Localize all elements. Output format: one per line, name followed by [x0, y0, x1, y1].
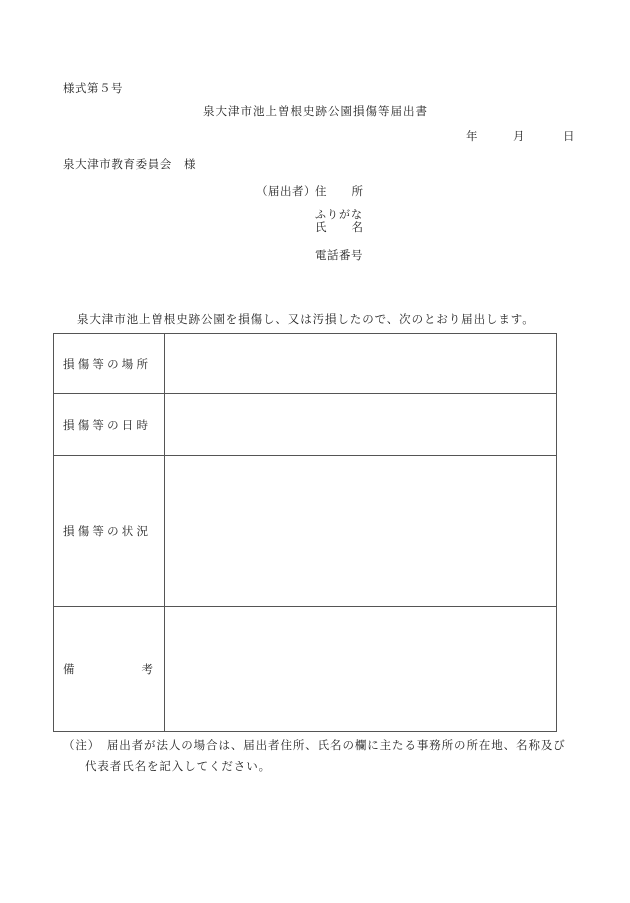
- date-month-label: 月: [513, 129, 525, 143]
- addressee: 泉大津市教育委員会 様: [63, 157, 197, 171]
- form-number: 様式第５号: [63, 81, 123, 95]
- table-row-condition: [54, 456, 557, 607]
- note-line-2: 代表者氏名を記入してください。: [85, 759, 271, 773]
- damage-datetime-label: 損傷等の日時: [54, 394, 165, 456]
- remarks-field[interactable]: [165, 607, 557, 732]
- address-label-char2: 所: [351, 184, 363, 198]
- table-row-location: [54, 334, 557, 394]
- name-label-char1: 氏: [315, 220, 327, 234]
- address-label: [315, 186, 363, 200]
- damage-location-label: 損傷等の場所: [54, 334, 165, 394]
- remarks-label-char2: 考: [141, 662, 153, 676]
- document-title: 泉大津市池上曽根史跡公園損傷等届出書: [203, 104, 428, 118]
- note-line-1: （注） 届出者が法人の場合は、届出者住所、氏名の欄に主たる事務所の所在地、名称及び: [63, 738, 566, 752]
- damage-condition-label: 損傷等の状況: [54, 456, 165, 607]
- intro-text: 泉大津市池上曽根史跡公園を損傷し、又は汚損したので、次のとおり届出します。: [77, 312, 535, 326]
- damage-datetime-field[interactable]: [165, 394, 557, 456]
- damage-condition-field[interactable]: [165, 456, 557, 607]
- phone-label: 電話番号: [315, 248, 363, 262]
- applicant-tag: （届出者）: [256, 184, 316, 198]
- table-row-remarks: [54, 607, 557, 732]
- name-label-char2: 名: [351, 220, 363, 234]
- name-label: [315, 222, 363, 236]
- remarks-label-char1: 備: [63, 662, 75, 676]
- remarks-label: [54, 607, 165, 732]
- damage-report-table: [53, 333, 557, 732]
- table-row-datetime: [54, 394, 557, 456]
- date-day-label: 日: [563, 129, 575, 143]
- date-line: [466, 131, 575, 143]
- address-label-char1: 住: [315, 184, 327, 198]
- damage-location-field[interactable]: [165, 334, 557, 394]
- date-year-label: 年: [466, 129, 478, 143]
- furigana-label: ふりがな: [315, 208, 363, 221]
